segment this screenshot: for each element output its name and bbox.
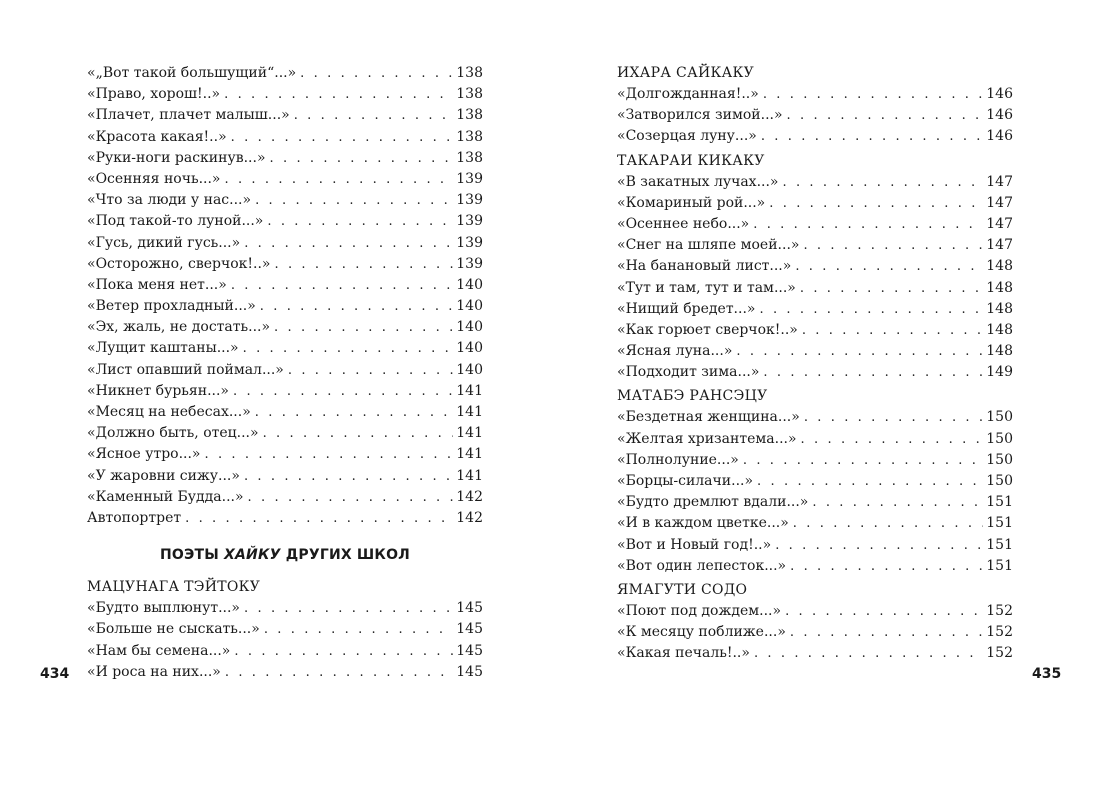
toc-entry-page: 152 (986, 645, 1013, 662)
toc-entry-title: «Как горюет сверчок!..» (617, 321, 798, 338)
toc-entry (87, 487, 483, 508)
toc-entry-page: 138 (456, 149, 483, 166)
toc-entry (87, 127, 483, 148)
toc-entry-title: «Будто выплюнут...» (87, 600, 241, 617)
toc-entry (87, 84, 483, 105)
toc-entry-page: 146 (986, 86, 1013, 102)
toc-entry (617, 214, 1013, 235)
right-toc-column (617, 63, 1013, 665)
author-toc-entries (87, 598, 483, 683)
toc-entry-page: 139 (456, 255, 483, 272)
page-number: 434 (40, 666, 70, 682)
dot-leader (812, 492, 983, 513)
toc-entry-title: «Под такой-то луной...» (87, 213, 264, 230)
toc-entry (617, 84, 1013, 105)
toc-entry (617, 193, 1013, 214)
toc-entry (617, 235, 1013, 256)
author-name: ИХАРА САЙКАКУ (617, 65, 755, 81)
toc-entry-title: «Каменный Будда...» (87, 488, 244, 505)
toc-entry (87, 190, 483, 211)
toc-entry-title: «Нам бы семена...» (87, 642, 231, 659)
toc-entry (87, 296, 483, 317)
dot-leader (804, 407, 983, 428)
toc-entry-title: «Снег на шляпе моей...» (617, 237, 800, 254)
dot-leader (288, 360, 453, 381)
toc-entry (87, 508, 483, 529)
toc-entry-page: 141 (456, 382, 483, 399)
toc-entry (87, 169, 483, 190)
toc-entry (617, 105, 1013, 126)
dot-leader (267, 211, 453, 232)
toc-entry (87, 317, 483, 338)
toc-entry-title: «Подходит зима...» (617, 364, 760, 381)
toc-entry-page: 151 (986, 536, 1013, 553)
toc-entry-title: «Бездетная женщина...» (617, 409, 800, 426)
toc-entry (87, 466, 483, 487)
dot-leader (224, 84, 453, 105)
section-heading-after: ДРУГИХ ШКОЛ (280, 547, 410, 564)
toc-entry-page: 140 (456, 319, 483, 336)
toc-entry (617, 643, 1013, 664)
toc-entry (87, 619, 483, 640)
toc-entry (87, 662, 483, 683)
toc-entry-page: 148 (986, 300, 1013, 317)
toc-entry-title: «Лущит каштаны...» (87, 340, 239, 357)
toc-entry-title: «Ветер прохладный...» (87, 298, 256, 315)
toc-entry (617, 320, 1013, 341)
toc-entry-title: «Больше не сыскать...» (87, 621, 260, 638)
dot-leader (260, 296, 453, 317)
toc-entry (617, 126, 1013, 147)
toc-entry-title: «Желтая хризантема...» (617, 430, 797, 447)
dot-leader (233, 381, 453, 402)
toc-entry-page: 148 (986, 343, 1013, 360)
dot-leader (244, 466, 453, 487)
toc-entry-title: «В закатных лучах...» (617, 173, 779, 190)
toc-entry-page: 148 (986, 279, 1013, 296)
dot-leader (205, 444, 454, 465)
toc-entry (87, 360, 483, 381)
dot-leader (231, 275, 453, 296)
author-name: МАТАБЭ РАНСЭЦУ (617, 388, 768, 405)
dot-leader (225, 662, 453, 683)
dot-leader (248, 487, 454, 508)
author-name: МАЦУНАГА ТЭЙТОКУ (87, 579, 261, 596)
section-heading-before: ПОЭТЫ (160, 547, 225, 564)
toc-entry (617, 556, 1013, 577)
toc-entry-page: 145 (456, 600, 483, 617)
toc-entry-page: 152 (986, 602, 1013, 619)
dot-leader (255, 190, 453, 211)
dot-leader (759, 299, 983, 320)
dot-leader (255, 402, 453, 423)
toc-entry (617, 601, 1013, 622)
page-number: 435 (1032, 666, 1062, 682)
toc-entry-title: «Ясное утро...» (87, 446, 201, 463)
toc-entry (87, 63, 483, 84)
left-toc-column (87, 63, 483, 683)
toc-entry-page: 147 (986, 194, 1013, 211)
toc-entry-page: 152 (986, 624, 1013, 641)
dot-leader (769, 193, 983, 214)
toc-entry-page: 139 (456, 192, 483, 209)
dot-leader (801, 429, 984, 450)
toc-entry-title: «Руки-ноги раскинув...» (87, 149, 266, 166)
toc-entry (617, 299, 1013, 320)
dot-leader (736, 341, 983, 362)
toc-entry (87, 444, 483, 465)
toc-entry-title: «Должно быть, отец...» (87, 425, 259, 442)
dot-leader (761, 126, 983, 147)
dot-leader (264, 619, 453, 640)
toc-entry-title: «Какая печаль!..» (617, 645, 750, 662)
toc-entry-page: 147 (986, 237, 1013, 254)
toc-entry-page: 148 (986, 321, 1013, 338)
toc-entry-title: «Борцы-силачи...» (617, 473, 754, 489)
dot-leader (787, 105, 984, 126)
dot-leader (244, 598, 453, 619)
dot-leader (274, 254, 453, 275)
dot-leader (753, 214, 983, 235)
dot-leader (793, 513, 983, 534)
dot-leader (795, 256, 983, 277)
toc-entry (617, 471, 1013, 492)
toc-entry-page: 146 (986, 107, 1013, 124)
toc-entry (617, 492, 1013, 513)
toc-entry-title: «Вот один лепесток...» (617, 557, 787, 574)
toc-entry-page: 141 (456, 446, 483, 463)
toc-entry-title: «Будто дремлют вдали...» (617, 494, 809, 511)
toc-entry (617, 256, 1013, 277)
toc-entry-title: «У жаровни сижу...» (87, 467, 240, 484)
toc-entry-page: 140 (456, 298, 483, 315)
toc-entry-page: 140 (456, 340, 483, 357)
right-page (550, 0, 1100, 789)
toc-entry (617, 429, 1013, 450)
toc-entry-title: «Вот и Новый год!..» (617, 536, 772, 553)
toc-entry-title: «На банановый лист...» (617, 258, 792, 275)
toc-entry-title: «Комариный рой...» (617, 194, 766, 211)
toc-entry (617, 362, 1013, 383)
toc-entry-page: 150 (986, 409, 1013, 426)
toc-entry (87, 641, 483, 662)
toc-entry-page: 151 (986, 515, 1013, 532)
toc-entry-page: 141 (456, 467, 483, 484)
toc-entry-page: 139 (456, 234, 483, 251)
toc-entry-page: 142 (456, 488, 483, 505)
toc-entry (617, 535, 1013, 556)
dot-leader (802, 320, 983, 341)
toc-entry (617, 172, 1013, 193)
author-name: ТАКАРАИ КИКАКУ (617, 152, 765, 169)
toc-entry-page: 140 (456, 361, 483, 378)
toc-entry-page: 142 (456, 509, 483, 526)
toc-entry-page: 138 (456, 86, 483, 103)
toc-entry-page: 145 (456, 621, 483, 638)
dot-leader (763, 362, 983, 383)
toc-entry-title: «Нищий бредет...» (617, 300, 756, 317)
toc-entry (87, 233, 483, 254)
toc-entry (87, 423, 483, 444)
toc-entry-page: 150 (986, 430, 1013, 447)
dot-leader (225, 169, 454, 190)
toc-entry (87, 148, 483, 169)
dot-leader (234, 641, 453, 662)
toc-entry-title: «Никнет бурьян...» (87, 382, 229, 399)
toc-entry-title: «Осторожно, сверчок!..» (87, 255, 271, 272)
toc-entry-title: «Лист опавший поймал...» (87, 361, 284, 378)
dot-leader (270, 148, 454, 169)
dot-leader (231, 127, 454, 148)
toc-entry-page: 145 (456, 642, 483, 659)
dot-leader (775, 535, 983, 556)
toc-entry-title: «Полнолуние...» (617, 451, 739, 468)
toc-entry-page: 140 (456, 276, 483, 293)
dot-leader (790, 556, 983, 577)
dot-leader (294, 105, 454, 126)
toc-entry-title: «К месяцу поближе...» (617, 624, 786, 641)
toc-entry-title: «И в каждом цветке...» (617, 515, 789, 532)
toc-entry (617, 278, 1013, 299)
toc-entry-title: «„Вот такой большущий“...» (87, 65, 297, 81)
section-heading-emphasis: ХАЙКУ (224, 547, 281, 564)
toc-entry-title: «Долгожданная!..» (617, 86, 759, 102)
toc-entry (617, 407, 1013, 428)
section-heading (87, 545, 483, 565)
toc-entry-page: 141 (456, 425, 483, 442)
dot-leader (754, 643, 983, 664)
toc-entry (617, 450, 1013, 471)
toc-entry-title: «Право, хорош!..» (87, 86, 221, 103)
toc-entry-title: «Что за люди у нас...» (87, 192, 252, 209)
toc-entry (87, 254, 483, 275)
toc-entry (87, 105, 483, 126)
toc-entry-title: «Ясная луна...» (617, 343, 733, 360)
toc-entry-title: «Затворился зимой...» (617, 107, 783, 124)
toc-entry-page: 151 (986, 494, 1013, 511)
toc-entry-page: 146 (986, 128, 1013, 145)
dot-leader (783, 172, 984, 193)
dot-leader (243, 338, 454, 359)
toc-entry-title: «Пока меня нет...» (87, 276, 227, 293)
toc-entry-title: «Созерцая луну...» (617, 128, 757, 145)
toc-entry-page: 138 (456, 107, 483, 124)
toc-entry-page: 139 (456, 170, 483, 187)
dot-leader (743, 450, 983, 471)
toc-entry-page: 150 (986, 473, 1013, 489)
toc-entry-page: 150 (986, 451, 1013, 468)
toc-entry-page: 138 (456, 65, 483, 81)
toc-entry-page: 148 (986, 258, 1013, 275)
toc-entry-page: 149 (986, 364, 1013, 381)
dot-leader (800, 278, 983, 299)
dot-leader (185, 508, 453, 529)
dot-leader (757, 471, 983, 492)
toc-entry-page: 141 (456, 404, 483, 420)
toc-entry (617, 513, 1013, 534)
toc-entry (617, 341, 1013, 362)
toc-entry (87, 275, 483, 296)
toc-entry-title: «Плачет, плачет малыш...» (87, 107, 290, 124)
toc-entry-title: «Эх, жаль, не достать...» (87, 319, 271, 336)
toc-entry-title: «И роса на них...» (87, 663, 221, 680)
toc-entry (87, 338, 483, 359)
dot-leader (300, 63, 453, 84)
toc-entry-page: 147 (986, 173, 1013, 190)
toc-entry-title: «Поют под дождем...» (617, 602, 782, 619)
toc-entry-title: «Осеннее небо...» (617, 215, 750, 232)
toc-entry-title: «Красота какая!..» (87, 128, 227, 145)
toc-entry-page: 151 (986, 557, 1013, 574)
toc-entry (617, 622, 1013, 643)
left-toc-entries (87, 63, 483, 529)
toc-entry-title: «Тут и там, тут и там...» (617, 279, 796, 296)
toc-entry (87, 211, 483, 232)
toc-entry-title: «Гусь, дикий гусь...» (87, 234, 241, 251)
dot-leader (785, 601, 983, 622)
toc-entry-page: 147 (986, 215, 1013, 232)
toc-entry-page: 145 (456, 663, 483, 680)
dot-leader (263, 423, 454, 444)
toc-entry-title: «Месяц на небесах...» (87, 404, 251, 420)
dot-leader (763, 84, 983, 105)
toc-entry (87, 381, 483, 402)
dot-leader (244, 233, 453, 254)
toc-entry-page: 139 (456, 213, 483, 230)
toc-entry-title: Автопортрет (87, 509, 182, 526)
dot-leader (274, 317, 453, 338)
dot-leader (790, 622, 983, 643)
dot-leader (803, 235, 983, 256)
toc-entry (87, 598, 483, 619)
toc-entry-page: 138 (456, 128, 483, 145)
author-name: ЯМАГУТИ СОДО (617, 581, 748, 598)
toc-entry-title: «Осенняя ночь...» (87, 170, 221, 187)
toc-entry (87, 402, 483, 423)
